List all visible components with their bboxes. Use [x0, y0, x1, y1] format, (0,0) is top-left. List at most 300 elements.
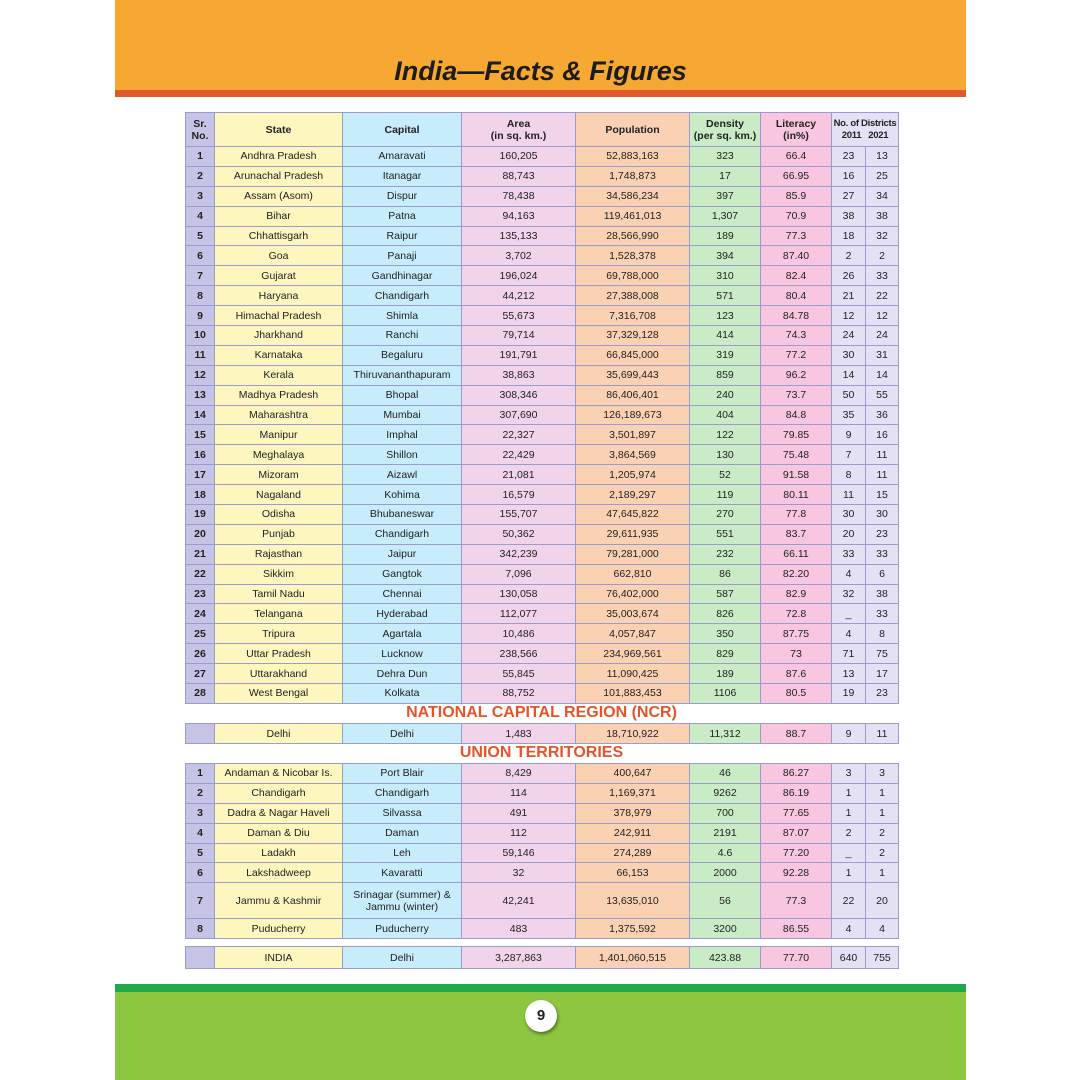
cell-districts-2011: 23 — [832, 147, 866, 167]
table-row — [186, 365, 899, 385]
cell-sr — [186, 724, 215, 744]
cell-area: 491 — [462, 803, 576, 823]
page-number: 9 — [525, 1000, 557, 1032]
cell-state: Chandigarh — [215, 783, 343, 803]
cell-population: 3,501,897 — [576, 425, 690, 445]
cell-population: 29,611,935 — [576, 524, 690, 544]
cell-area: 42,241 — [462, 883, 576, 919]
cell-literacy: 82.4 — [761, 266, 832, 286]
cell-sr: 3 — [186, 803, 215, 823]
cell-area: 21,081 — [462, 465, 576, 485]
cell-population: 52,883,163 — [576, 147, 690, 167]
cell-population: 66,153 — [576, 863, 690, 883]
cell-area: 55,673 — [462, 306, 576, 326]
cell-state: Mizoram — [215, 465, 343, 485]
cell-area: 94,163 — [462, 206, 576, 226]
cell-sr: 8 — [186, 286, 215, 306]
cell-literacy: 82.20 — [761, 564, 832, 584]
cell-districts-2021: 17 — [866, 664, 899, 684]
cell-density: 423.88 — [690, 947, 761, 969]
cell-districts-2011: 50 — [832, 385, 866, 405]
cell-districts-2011: 26 — [832, 266, 866, 286]
cell-density: 11,312 — [690, 724, 761, 744]
cell-area: 7,096 — [462, 564, 576, 584]
table-row — [186, 345, 899, 365]
table-row — [186, 485, 899, 505]
table-row — [186, 505, 899, 525]
cell-area: 88,752 — [462, 684, 576, 704]
cell-density: 52 — [690, 465, 761, 485]
table-row — [186, 147, 899, 167]
cell-area: 16,579 — [462, 485, 576, 505]
cell-population: 86,406,401 — [576, 385, 690, 405]
cell-population: 13,635,010 — [576, 883, 690, 919]
cell-districts-2011: 7 — [832, 445, 866, 465]
cell-capital: Delhi — [343, 724, 462, 744]
table-row — [186, 206, 899, 226]
cell-sr: 20 — [186, 524, 215, 544]
cell-districts-2011: 640 — [832, 947, 866, 969]
cell-area: 10,486 — [462, 624, 576, 644]
cell-state: Gujarat — [215, 266, 343, 286]
cell-sr: 7 — [186, 266, 215, 286]
cell-state: Puducherry — [215, 919, 343, 939]
cell-density: 700 — [690, 803, 761, 823]
cell-area: 238,566 — [462, 644, 576, 664]
cell-area: 114 — [462, 783, 576, 803]
cell-area: 191,791 — [462, 345, 576, 365]
cell-state: Lakshadweep — [215, 863, 343, 883]
cell-area: 3,287,863 — [462, 947, 576, 969]
col-districts: No. of Districts 2011 2021 — [832, 113, 899, 147]
cell-capital: Chandigarh — [343, 286, 462, 306]
cell-literacy: 73.7 — [761, 385, 832, 405]
cell-districts-2011: 16 — [832, 166, 866, 186]
cell-districts-2021: 12 — [866, 306, 899, 326]
cell-sr: 19 — [186, 505, 215, 525]
cell-capital: Shimla — [343, 306, 462, 326]
cell-literacy: 84.8 — [761, 405, 832, 425]
table-row — [186, 883, 899, 919]
cell-districts-2021: 32 — [866, 226, 899, 246]
cell-density: 350 — [690, 624, 761, 644]
cell-literacy: 92.28 — [761, 863, 832, 883]
cell-literacy: 77.3 — [761, 226, 832, 246]
ut-heading: UNION TERRITORIES — [459, 744, 624, 761]
cell-density: 9262 — [690, 783, 761, 803]
cell-sr: 12 — [186, 365, 215, 385]
cell-districts-2011: 8 — [832, 465, 866, 485]
cell-capital: Kavaratti — [343, 863, 462, 883]
cell-area: 38,863 — [462, 365, 576, 385]
cell-sr: 2 — [186, 783, 215, 803]
cell-capital: Kohima — [343, 485, 462, 505]
cell-density: 17 — [690, 166, 761, 186]
cell-density: 404 — [690, 405, 761, 425]
cell-state: Assam (Asom) — [215, 186, 343, 206]
cell-capital: Gandhinagar — [343, 266, 462, 286]
table-row — [186, 266, 899, 286]
cell-capital: Port Blair — [343, 764, 462, 784]
ut-table — [185, 763, 899, 939]
cell-capital: Kolkata — [343, 684, 462, 704]
cell-area: 342,239 — [462, 544, 576, 564]
cell-population: 1,748,873 — [576, 166, 690, 186]
cell-districts-2021: 15 — [866, 485, 899, 505]
cell-sr: 7 — [186, 883, 215, 919]
cell-literacy: 77.70 — [761, 947, 832, 969]
cell-area: 79,714 — [462, 326, 576, 346]
cell-districts-2021: 75 — [866, 644, 899, 664]
table-row — [186, 644, 899, 664]
cell-population: 35,699,443 — [576, 365, 690, 385]
cell-state: Manipur — [215, 425, 343, 445]
cell-sr: 4 — [186, 206, 215, 226]
cell-state: Telangana — [215, 604, 343, 624]
cell-districts-2011: 4 — [832, 624, 866, 644]
cell-literacy: 77.2 — [761, 345, 832, 365]
cell-state: Ladakh — [215, 843, 343, 863]
cell-state: Nagaland — [215, 485, 343, 505]
cell-literacy: 91.58 — [761, 465, 832, 485]
cell-state: Punjab — [215, 524, 343, 544]
cell-sr: 5 — [186, 843, 215, 863]
cell-population: 400,647 — [576, 764, 690, 784]
footer-stripe — [115, 984, 966, 992]
cell-state: Madhya Pradesh — [215, 385, 343, 405]
cell-districts-2021: 33 — [866, 266, 899, 286]
cell-literacy: 86.19 — [761, 783, 832, 803]
table-row — [186, 286, 899, 306]
cell-area: 44,212 — [462, 286, 576, 306]
cell-capital: Mumbai — [343, 405, 462, 425]
cell-area: 160,205 — [462, 147, 576, 167]
cell-population: 126,189,673 — [576, 405, 690, 425]
cell-area: 130,058 — [462, 584, 576, 604]
cell-literacy: 70.9 — [761, 206, 832, 226]
cell-districts-2011: 21 — [832, 286, 866, 306]
cell-state: Arunachal Pradesh — [215, 166, 343, 186]
cell-state: Jammu & Kashmir — [215, 883, 343, 919]
cell-sr: 28 — [186, 684, 215, 704]
table-row — [186, 664, 899, 684]
cell-literacy: 80.11 — [761, 485, 832, 505]
cell-capital: Puducherry — [343, 919, 462, 939]
cell-sr: 13 — [186, 385, 215, 405]
cell-population: 66,845,000 — [576, 345, 690, 365]
cell-population: 34,586,234 — [576, 186, 690, 206]
cell-state: Jharkhand — [215, 326, 343, 346]
cell-literacy: 80.4 — [761, 286, 832, 306]
cell-districts-2021: 23 — [866, 524, 899, 544]
cell-area: 78,438 — [462, 186, 576, 206]
cell-area: 1,483 — [462, 724, 576, 744]
cell-state: Bihar — [215, 206, 343, 226]
cell-sr: 15 — [186, 425, 215, 445]
cell-capital: Gangtok — [343, 564, 462, 584]
cell-districts-2011: 13 — [832, 664, 866, 684]
cell-sr: 1 — [186, 147, 215, 167]
cell-density: 189 — [690, 664, 761, 684]
cell-capital: Leh — [343, 843, 462, 863]
cell-districts-2021: 3 — [866, 764, 899, 784]
cell-literacy: 73 — [761, 644, 832, 664]
cell-districts-2021: 25 — [866, 166, 899, 186]
cell-density: 46 — [690, 764, 761, 784]
table-row — [186, 764, 899, 784]
cell-sr: 23 — [186, 584, 215, 604]
ncr-table — [185, 723, 899, 744]
cell-area: 88,743 — [462, 166, 576, 186]
cell-districts-2021: 38 — [866, 206, 899, 226]
cell-districts-2021: 31 — [866, 345, 899, 365]
table-row — [186, 465, 899, 485]
cell-districts-2021: 755 — [866, 947, 899, 969]
cell-districts-2021: 2 — [866, 843, 899, 863]
cell-districts-2021: 22 — [866, 286, 899, 306]
table-header-row — [186, 113, 899, 147]
col-state: State — [215, 113, 343, 147]
cell-area: 32 — [462, 863, 576, 883]
table-row — [186, 624, 899, 644]
cell-districts-2021: 33 — [866, 544, 899, 564]
cell-literacy: 86.55 — [761, 919, 832, 939]
cell-area: 3,702 — [462, 246, 576, 266]
cell-capital: Begaluru — [343, 345, 462, 365]
cell-density: 397 — [690, 186, 761, 206]
col-literacy: Literacy (in%) — [761, 113, 832, 147]
cell-literacy: 84.78 — [761, 306, 832, 326]
cell-districts-2011: 20 — [832, 524, 866, 544]
cell-density: 571 — [690, 286, 761, 306]
cell-capital: Panaji — [343, 246, 462, 266]
cell-sr: 26 — [186, 644, 215, 664]
cell-population: 1,169,371 — [576, 783, 690, 803]
cell-density: 270 — [690, 505, 761, 525]
cell-districts-2011: 71 — [832, 644, 866, 664]
cell-density: 86 — [690, 564, 761, 584]
cell-districts-2021: 24 — [866, 326, 899, 346]
cell-sr: 6 — [186, 863, 215, 883]
cell-population: 1,401,060,515 — [576, 947, 690, 969]
cell-density: 1106 — [690, 684, 761, 704]
cell-density: 551 — [690, 524, 761, 544]
cell-area: 483 — [462, 919, 576, 939]
cell-area: 196,024 — [462, 266, 576, 286]
cell-capital: Silvassa — [343, 803, 462, 823]
cell-capital: Hyderabad — [343, 604, 462, 624]
cell-capital: Dispur — [343, 186, 462, 206]
table-row — [186, 823, 899, 843]
cell-districts-2021: 11 — [866, 445, 899, 465]
cell-density: 829 — [690, 644, 761, 664]
cell-sr: 3 — [186, 186, 215, 206]
cell-capital: Chennai — [343, 584, 462, 604]
header-divider — [115, 90, 966, 97]
cell-sr: 8 — [186, 919, 215, 939]
cell-state: Karnataka — [215, 345, 343, 365]
cell-capital: Agartala — [343, 624, 462, 644]
cell-sr: 21 — [186, 544, 215, 564]
table-row — [186, 803, 899, 823]
cell-districts-2021: 33 — [866, 604, 899, 624]
cell-population: 1,205,974 — [576, 465, 690, 485]
cell-state: Dadra & Nagar Haveli — [215, 803, 343, 823]
cell-population: 2,189,297 — [576, 485, 690, 505]
cell-districts-2011: 14 — [832, 365, 866, 385]
cell-sr: 1 — [186, 764, 215, 784]
cell-literacy: 80.5 — [761, 684, 832, 704]
cell-capital: Patna — [343, 206, 462, 226]
cell-state: Andaman & Nicobar Is. — [215, 764, 343, 784]
cell-population: 242,911 — [576, 823, 690, 843]
cell-literacy: 87.75 — [761, 624, 832, 644]
cell-sr: 24 — [186, 604, 215, 624]
cell-districts-2011: 2 — [832, 246, 866, 266]
cell-state: Goa — [215, 246, 343, 266]
cell-state: Uttarakhand — [215, 664, 343, 684]
cell-literacy: 96.2 — [761, 365, 832, 385]
cell-area: 307,690 — [462, 405, 576, 425]
cell-districts-2021: 6 — [866, 564, 899, 584]
cell-districts-2021: 14 — [866, 365, 899, 385]
cell-density: 587 — [690, 584, 761, 604]
cell-districts-2021: 55 — [866, 385, 899, 405]
cell-literacy: 72.8 — [761, 604, 832, 624]
cell-area: 155,707 — [462, 505, 576, 525]
cell-districts-2021: 13 — [866, 147, 899, 167]
cell-districts-2011: 22 — [832, 883, 866, 919]
cell-literacy: 77.65 — [761, 803, 832, 823]
cell-literacy: 85.9 — [761, 186, 832, 206]
cell-density: 56 — [690, 883, 761, 919]
cell-capital: Itanagar — [343, 166, 462, 186]
cell-density: 859 — [690, 365, 761, 385]
cell-districts-2011: 30 — [832, 345, 866, 365]
cell-area: 50,362 — [462, 524, 576, 544]
cell-state: Rajasthan — [215, 544, 343, 564]
cell-literacy: 87.07 — [761, 823, 832, 843]
table-row — [186, 166, 899, 186]
cell-population: 76,402,000 — [576, 584, 690, 604]
cell-literacy: 83.7 — [761, 524, 832, 544]
cell-districts-2011: 2 — [832, 823, 866, 843]
table-row — [186, 684, 899, 704]
cell-capital: Delhi — [343, 947, 462, 969]
cell-districts-2021: 4 — [866, 919, 899, 939]
cell-state: Haryana — [215, 286, 343, 306]
page-title: India—Facts & Figures — [394, 56, 687, 86]
cell-density: 189 — [690, 226, 761, 246]
cell-districts-2011: 4 — [832, 564, 866, 584]
cell-density: 826 — [690, 604, 761, 624]
cell-state: INDIA — [215, 947, 343, 969]
cell-state: Meghalaya — [215, 445, 343, 465]
cell-literacy: 66.11 — [761, 544, 832, 564]
cell-state: Kerala — [215, 365, 343, 385]
cell-districts-2021: 2 — [866, 823, 899, 843]
cell-districts-2011: 38 — [832, 206, 866, 226]
cell-capital: Aizawl — [343, 465, 462, 485]
cell-sr: 17 — [186, 465, 215, 485]
cell-capital: Bhopal — [343, 385, 462, 405]
col-capital: Capital — [343, 113, 462, 147]
cell-sr: 18 — [186, 485, 215, 505]
cell-literacy: 77.3 — [761, 883, 832, 919]
cell-population: 11,090,425 — [576, 664, 690, 684]
cell-districts-2011: 9 — [832, 425, 866, 445]
cell-population: 1,528,378 — [576, 246, 690, 266]
cell-area: 135,133 — [462, 226, 576, 246]
cell-districts-2021: 20 — [866, 883, 899, 919]
cell-districts-2011: 1 — [832, 803, 866, 823]
cell-population: 47,645,822 — [576, 505, 690, 525]
cell-state: Chhattisgarh — [215, 226, 343, 246]
cell-districts-2021: 1 — [866, 783, 899, 803]
cell-density: 122 — [690, 425, 761, 445]
cell-literacy: 82.9 — [761, 584, 832, 604]
cell-districts-2021: 1 — [866, 803, 899, 823]
cell-population: 18,710,922 — [576, 724, 690, 744]
cell-density: 1,307 — [690, 206, 761, 226]
cell-capital: Shillon — [343, 445, 462, 465]
cell-state: Andhra Pradesh — [215, 147, 343, 167]
cell-population: 35,003,674 — [576, 604, 690, 624]
cell-state: West Bengal — [215, 684, 343, 704]
cell-density: 232 — [690, 544, 761, 564]
cell-literacy: 66.4 — [761, 147, 832, 167]
cell-districts-2021: 38 — [866, 584, 899, 604]
cell-area: 22,327 — [462, 425, 576, 445]
cell-districts-2011: 12 — [832, 306, 866, 326]
cell-state: Daman & Diu — [215, 823, 343, 843]
table-row — [186, 919, 899, 939]
cell-districts-2021: 34 — [866, 186, 899, 206]
cell-literacy: 74.3 — [761, 326, 832, 346]
cell-sr: 10 — [186, 326, 215, 346]
cell-capital: Ranchi — [343, 326, 462, 346]
table-row — [186, 405, 899, 425]
cell-capital: Imphal — [343, 425, 462, 445]
ncr-heading: NATIONAL CAPITAL REGION (NCR) — [406, 704, 677, 721]
cell-sr: 2 — [186, 166, 215, 186]
cell-state: Himachal Pradesh — [215, 306, 343, 326]
cell-population: 274,289 — [576, 843, 690, 863]
table-row — [186, 544, 899, 564]
table-row — [186, 584, 899, 604]
cell-density: 130 — [690, 445, 761, 465]
cell-capital: Bhubaneswar — [343, 505, 462, 525]
cell-districts-2021: 11 — [866, 465, 899, 485]
cell-density: 310 — [690, 266, 761, 286]
cell-population: 234,969,561 — [576, 644, 690, 664]
cell-capital: Lucknow — [343, 644, 462, 664]
cell-density: 2000 — [690, 863, 761, 883]
cell-literacy: 77.20 — [761, 843, 832, 863]
cell-population: 79,281,000 — [576, 544, 690, 564]
cell-area: 308,346 — [462, 385, 576, 405]
cell-density: 123 — [690, 306, 761, 326]
cell-state: Odisha — [215, 505, 343, 525]
col-sr: Sr. No. — [186, 113, 215, 147]
cell-districts-2021: 2 — [866, 246, 899, 266]
total-table — [185, 946, 899, 969]
cell-sr: 14 — [186, 405, 215, 425]
cell-area: 22,429 — [462, 445, 576, 465]
table-row — [186, 306, 899, 326]
cell-density: 119 — [690, 485, 761, 505]
cell-population: 3,864,569 — [576, 445, 690, 465]
